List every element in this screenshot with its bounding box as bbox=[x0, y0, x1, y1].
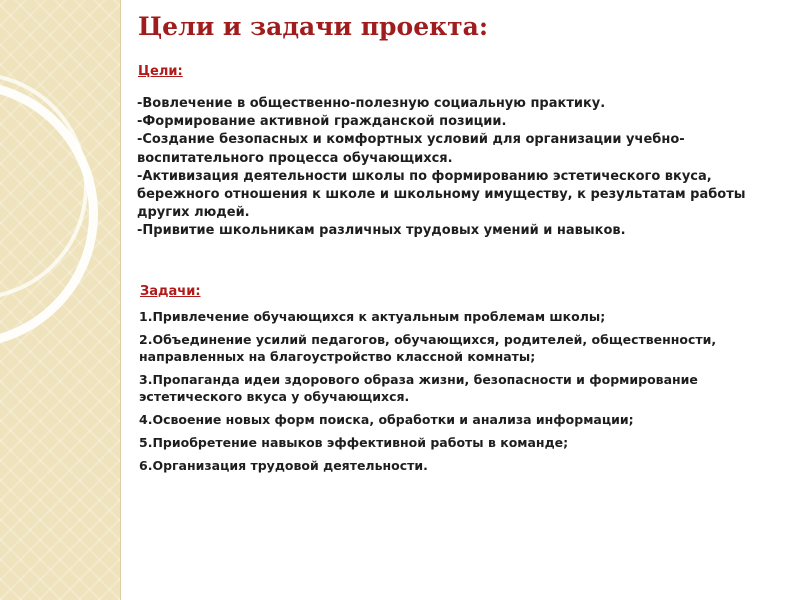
decorative-arc bbox=[0, 0, 140, 360]
task-item: 2.Объединение усилий педагогов, обучающихся, родителей, общественности, направленных на благоустройство классной комнаты; bbox=[139, 332, 717, 364]
goal-item: -Формирование активной гражданской позиции. bbox=[137, 114, 507, 130]
task-item: 3.Пропаганда идеи здорового образа жизни, безопасности и формирование эстетического вкуса у обучающихся. bbox=[139, 372, 698, 404]
tasks-heading: Задачи: bbox=[140, 284, 201, 299]
goals-heading: Цели: bbox=[138, 64, 183, 79]
goals-list bbox=[137, 95, 767, 241]
task-item: 1.Привлечение обучающихся к актуальным проблемам школы; bbox=[139, 309, 606, 324]
goal-item: -Привитие школьникам различных трудовых умений и навыков. bbox=[137, 223, 626, 239]
task-item: 6.Организация трудовой деятельности. bbox=[139, 458, 428, 473]
goal-item: -Активизация деятельности школы по формированию эстетического вкуса, бережного отношения к школе и школьному имуществу, к результатам работы других людей. bbox=[137, 168, 746, 221]
tasks-list bbox=[139, 308, 759, 480]
slide-title: Цели и задачи проекта: bbox=[138, 12, 489, 41]
goal-item: -Вовлечение в общественно-полезную социальную практику. bbox=[137, 96, 606, 111]
decorative-sidebar bbox=[0, 0, 121, 600]
task-item: 5.Приобретение навыков эффективной работы в команде; bbox=[139, 435, 569, 450]
goal-item: -Создание безопасных и комфортных условий для организации учебно-воспитательного процесса обучающихся. bbox=[137, 132, 685, 166]
task-item: 4.Освоение новых форм поиска, обработки и анализа информации; bbox=[139, 412, 634, 427]
